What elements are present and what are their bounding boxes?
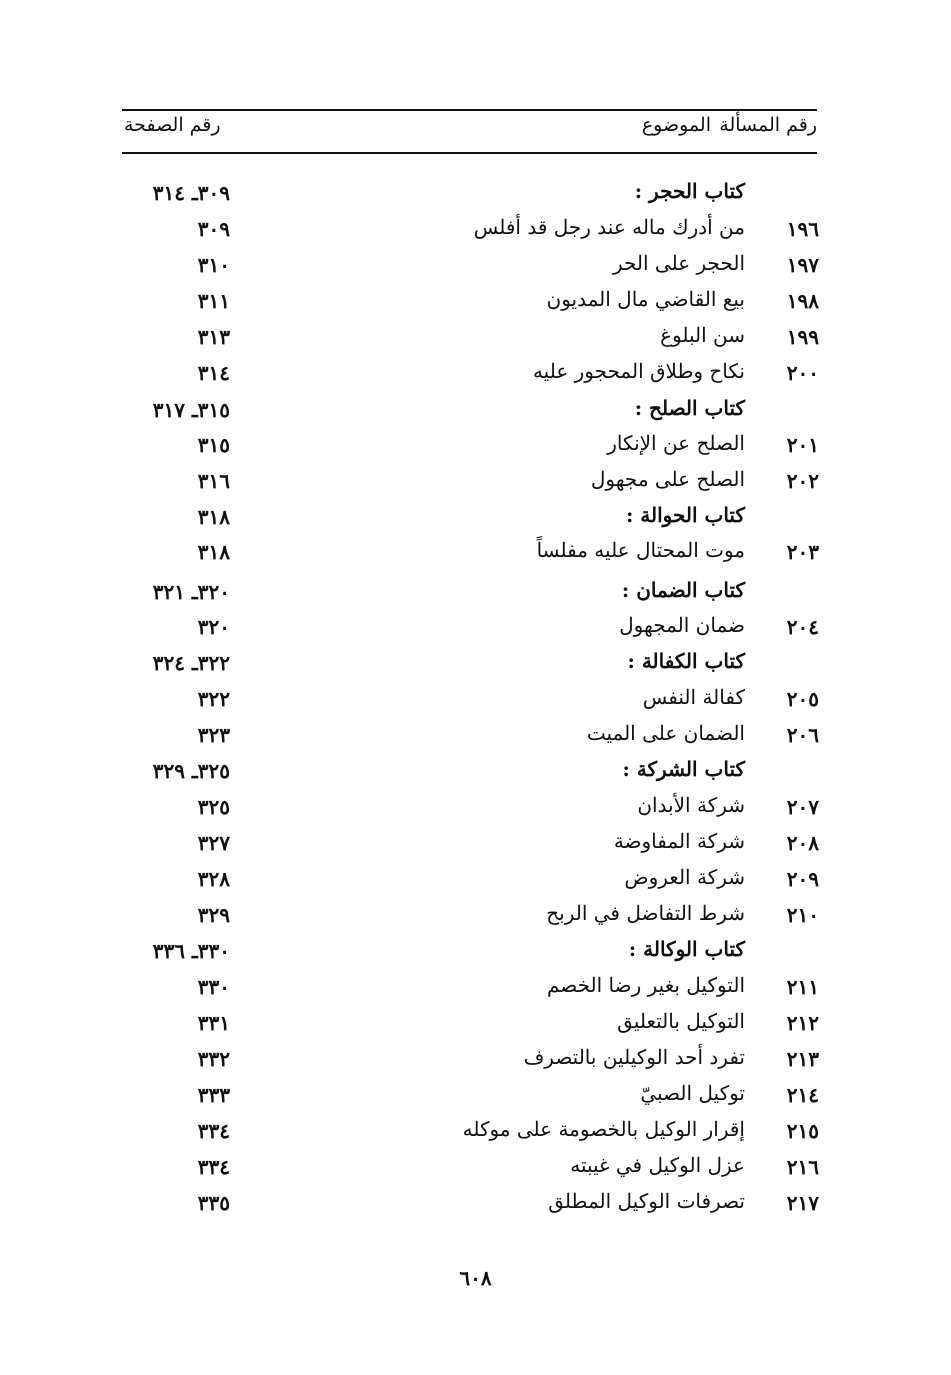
header-number-label: رقم المسألة [719, 114, 817, 136]
topic-title: تصرفات الوكيل المطلق [548, 1189, 745, 1213]
table-row [0, 789, 951, 823]
question-number: ٢٠٤ [786, 615, 819, 639]
page-reference: ٣١٥ـ ٣١٧ [152, 398, 230, 422]
table-row [0, 1077, 951, 1111]
table-row [0, 897, 951, 931]
question-number: ٢١٤ [786, 1083, 819, 1107]
question-number: ٢١٢ [786, 1011, 819, 1035]
table-row [0, 319, 951, 353]
section-title: كتاب الكفالة : [627, 649, 745, 673]
section-title: كتاب الوكالة : [628, 937, 745, 961]
table-row [0, 609, 951, 643]
table-row [0, 825, 951, 859]
page-reference: ٣٢٢ـ ٣٢٤ [152, 651, 230, 675]
topic-title: شركة المفاوضة [613, 829, 745, 853]
question-number: ١٩٦ [786, 217, 819, 241]
page-reference: ٣٣٢ [197, 1047, 230, 1071]
topic-title: الصلح على مجهول [590, 467, 745, 491]
question-number: ٢١٥ [786, 1119, 819, 1143]
topic-title: بيع القاضي مال المديون [546, 287, 745, 311]
page-reference: ٣٢٧ [197, 831, 230, 855]
question-number: ١٩٧ [786, 253, 819, 277]
page-reference: ٣٣١ [197, 1011, 230, 1035]
top-rule [122, 109, 817, 111]
question-number: ٢١٦ [786, 1155, 819, 1179]
page-reference: ٣٢٨ [197, 867, 230, 891]
topic-title: كفالة النفس [642, 685, 745, 709]
page-reference: ٣١١ [197, 289, 230, 313]
question-number: ٢٠٨ [786, 831, 819, 855]
topic-title: سن البلوغ [660, 323, 745, 347]
question-number: ٢١٠ [786, 903, 819, 927]
topic-title: الضمان على الميت [586, 721, 745, 745]
section-title: كتاب الحجر : [634, 179, 745, 203]
section-row [0, 933, 951, 967]
section-row [0, 574, 951, 608]
page-reference: ٣٣٥ [197, 1191, 230, 1215]
section-title: كتاب الحوالة : [625, 503, 745, 527]
question-number: ٢٠٧ [786, 795, 819, 819]
topic-title: نكاح وطلاق المحجور عليه [532, 359, 745, 383]
page-reference: ٣١٣ [197, 325, 230, 349]
question-number: ٢٠٠ [786, 361, 819, 385]
topic-title: الصلح عن الإنكار [607, 431, 745, 455]
page-reference: ٣٣٠ـ ٣٣٦ [152, 939, 230, 963]
page-reference: ٣٢٠ـ ٣٢١ [152, 580, 230, 604]
header-topic-label: الموضوع [641, 114, 711, 136]
question-number: ٢٠١ [786, 433, 819, 457]
topic-title: عزل الوكيل في غيبته [570, 1153, 745, 1177]
section-title: كتاب الضمان : [621, 578, 745, 602]
table-row [0, 861, 951, 895]
topic-title: شركة الأبدان [637, 793, 745, 817]
page-reference: ٣٢٩ [197, 903, 230, 927]
topic-title: توكيل الصبيّ [640, 1081, 745, 1105]
page-reference: ٣٣٠ [197, 975, 230, 999]
section-row [0, 753, 951, 787]
section-title: كتاب الصلح : [634, 396, 745, 420]
page-reference: ٣٠٩ [197, 217, 230, 241]
page-reference: ٣٢٥ـ ٣٢٩ [152, 759, 230, 783]
table-row [0, 1113, 951, 1147]
header-page-label: رقم الصفحة [124, 114, 221, 136]
topic-title: ضمان المجهول [619, 613, 745, 637]
page-reference: ٣٣٤ [197, 1119, 230, 1143]
section-row [0, 499, 951, 533]
table-row [0, 283, 951, 317]
table-row [0, 1041, 951, 1075]
page-reference: ٣٢٣ [197, 723, 230, 747]
section-title: كتاب الشركة : [622, 757, 745, 781]
page-reference: ٣١٤ [197, 361, 230, 385]
page-reference: ٣٣٤ [197, 1155, 230, 1179]
page-reference: ٣٣٣ [197, 1083, 230, 1107]
table-row [0, 247, 951, 281]
table-row [0, 1185, 951, 1219]
topic-title: تفرد أحد الوكيلين بالتصرف [523, 1045, 745, 1069]
question-number: ٢٠٦ [786, 723, 819, 747]
table-row [0, 681, 951, 715]
page-reference: ٣٠٩ـ ٣١٤ [152, 181, 230, 205]
page-reference: ٣١٨ [197, 505, 230, 529]
question-number: ٢١٣ [786, 1047, 819, 1071]
topic-title: التوكيل بالتعليق [617, 1009, 745, 1033]
table-row [0, 969, 951, 1003]
topic-title: إقرار الوكيل بالخصومة على موكله [462, 1117, 745, 1141]
header-rule [122, 152, 817, 154]
page-reference: ٣١٦ [197, 469, 230, 493]
table-row [0, 1005, 951, 1039]
question-number: ٢٠٩ [786, 867, 819, 891]
table-row [0, 534, 951, 568]
topic-title: التوكيل بغير رضا الخصم [546, 973, 745, 997]
question-number: ٢٠٣ [786, 540, 819, 564]
topic-title: من أدرك ماله عند رجل قد أفلس [473, 215, 745, 239]
topic-title: شرط التفاضل في الربح [546, 901, 745, 925]
question-number: ٢١١ [786, 975, 819, 999]
section-row [0, 175, 951, 209]
question-number: ٢٠٥ [786, 687, 819, 711]
question-number: ٢١٧ [786, 1191, 819, 1215]
topic-title: الحجر على الحر [612, 251, 745, 275]
section-row [0, 645, 951, 679]
question-number: ١٩٩ [786, 325, 819, 349]
section-row [0, 392, 951, 426]
page-reference: ٣١٥ [197, 433, 230, 457]
question-number: ١٩٨ [786, 289, 819, 313]
page-reference: ٣٢٠ [197, 615, 230, 639]
table-row [0, 1149, 951, 1183]
table-row [0, 355, 951, 389]
topic-title: شركة العروض [624, 865, 745, 889]
table-row [0, 463, 951, 497]
topic-title: موت المحتال عليه مفلساً [536, 538, 745, 562]
question-number: ٢٠٢ [786, 469, 819, 493]
page-reference: ٣١٠ [197, 253, 230, 277]
page-reference: ٣٢٥ [197, 795, 230, 819]
table-row [0, 717, 951, 751]
page-reference: ٣٢٢ [197, 687, 230, 711]
page-reference: ٣١٨ [197, 540, 230, 564]
table-row [0, 427, 951, 461]
page-number: ٦٠٨ [459, 1266, 492, 1290]
table-row [0, 211, 951, 245]
